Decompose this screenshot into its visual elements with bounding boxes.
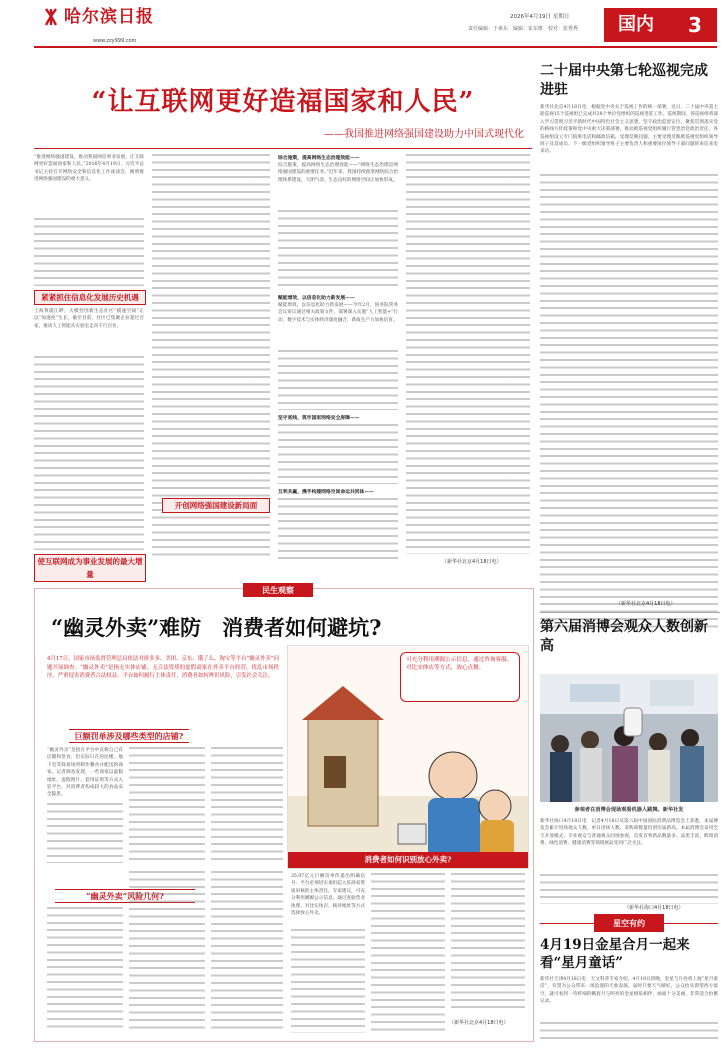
text-column-block <box>47 803 123 863</box>
text-column-block <box>211 747 283 863</box>
text-column-block <box>278 210 398 288</box>
comic-speech-text: 可充分利用溯源公示信息，通过咨询客服、对比实体店等方式，放心点餐。 <box>406 657 513 671</box>
main-paragraph: 综合施策，提高网络生态治理效能——“网络生态治理是网络强国建设的重要任务。”近年来，我国持续推进网络综合治理体系建设，天朗气清、生态良好的网络空间正加快形成。 <box>278 163 398 183</box>
right-headline: 第六届消博会观众人数创新高 <box>540 619 708 654</box>
text-column-block <box>34 218 144 286</box>
right-paragraph: 新华社海口4月18日电 记者4月18日从第六届中国国际消费品博览会上获悉，本届博览会累计进场观众人数、单日进场人数、采购商数量均创历届新高。本届消博会采用全天开放模式，专业观众与普通观众同场参观，首发首秀新品数量多、品类丰富，跨境消费、绿色消费、健康消费等领域展品受到广泛关注。 <box>540 819 718 847</box>
text-column-block <box>540 874 718 904</box>
masthead <box>0 0 725 50</box>
site-url[interactable]: www.zzy999.com <box>93 38 137 44</box>
headline-rule <box>34 148 532 149</box>
newspaper-logo-icon <box>42 7 60 27</box>
expo-photo <box>540 674 718 802</box>
section-label-box <box>540 914 718 932</box>
feature-headline: “幽灵外卖”难防 消费者如何避坑? <box>51 615 382 640</box>
main-article <box>34 62 532 579</box>
star-section-label: 星空有约 <box>594 914 664 932</box>
text-column-block <box>47 907 123 1033</box>
article-credit: （新华社北京4月18日电） <box>442 559 502 565</box>
text-column-block <box>451 873 525 1013</box>
masthead-rule <box>34 46 717 48</box>
inline-heading: 互利共赢，携手构建网络空间命运共同体—— <box>278 489 374 495</box>
section-banner <box>604 8 717 42</box>
comic-caption: 消费者如何识别放心外卖? <box>288 852 528 868</box>
main-lead-paragraph: “推进网络强国建设，推动我国网信事业发展，让互联网更好造福国家和人民。”2016年4月19日，习近平总书记主持召开网络安全和信息化工作座谈会，阐明推进网络强国建设的重大意义。 <box>34 155 144 183</box>
text-column-block <box>291 929 365 1033</box>
page-number: 3 <box>688 13 702 37</box>
right-paragraph: 新华社天津4月18日电 天文科普专家介绍，4月19日傍晚，金星与月亮将上演“星月童话”，有望为公众带来一场浪漫的天象表演。届时只要天气晴好，公众抬头仰望西方低空，就可看到一弯纤细的蛾眉月与明亮的金星相依相伴，画面十分美丽，非常适合拍摄记录。 <box>540 977 718 1005</box>
section-subheading: 紧紧抓住信息化发展历史机遇 <box>34 290 146 305</box>
inline-heading: 综合施策，提高网络生态治理效能—— <box>278 155 360 161</box>
section-name: 国内 <box>618 14 654 35</box>
photo-caption: 参观者在消博会现场观看机器人跳舞。新华社发 <box>574 807 684 813</box>
inline-heading: 赋能增效，以信息化助力新发展—— <box>278 295 355 301</box>
crowd-photo-icon <box>540 674 718 802</box>
right-column <box>540 52 720 1048</box>
page-editors: 责任编辑：于素东 编辑：崔东维 校对：张秀秀 <box>468 26 579 32</box>
feature-article <box>34 585 534 1042</box>
text-column-block <box>540 174 718 632</box>
section-subheading: 开创网络强国建设新局面 <box>162 498 270 513</box>
article-credit: （新华社北京4月18日电） <box>616 601 676 607</box>
main-paragraph: 上海黄浦江畔，大模型创新生态社区“模速空间”正以“加速度”生长。截至目前，社区已集聚企业超过百家，推动人工智能从实验室走向千行百业。 <box>34 309 144 329</box>
feature-paragraph: “幽灵外卖”是指在平台中宣称自己有店铺和堂食，但实际只在居民楼、地下室等简易场所制作餐食并配送的商家。记者调查发现，一些商家以虚假地址、虚假图片、套用证照等方式入驻平台，对消费者构成较大的食品安全隐患。 <box>47 748 123 798</box>
section-subheading: 使互联网成为事业发展的最大增量 <box>34 554 146 582</box>
text-column-block <box>129 747 205 863</box>
text-column-block <box>278 350 398 410</box>
text-column-block <box>278 424 398 484</box>
right-headline: 二十届中央第七轮巡视完成进驻 <box>540 63 708 98</box>
divider <box>540 612 720 613</box>
right-lead-paragraph: 新华社北京4月18日电 根据党中央关于巡视工作的统一部署，近日，二十届中央第七轮巡视15个巡视组已完成对38个单位党组织的巡视进驻工作。巡视期间，各巡视组将深入学习贯彻习近平新时代中国特色社会主义思想，坚守政治监督定位，聚焦贯彻落实党的路线方针政策和党中央重大决策部署，推动被巡视党组织履行管党治党政治责任。各巡视组设立专门值班电话和邮政信箱，受理反映问题，主要受理反映被巡视党组织领导班子及其成员、下一级党组织领导班子主要负责人和重要岗位领导干部问题的来信来电来访。 <box>540 105 718 155</box>
text-column-block <box>129 871 205 1033</box>
newspaper-logo: 哈尔滨日报 <box>64 7 154 27</box>
text-column-block <box>278 498 398 560</box>
text-column-block <box>371 873 445 1033</box>
comic-illustration <box>287 645 529 869</box>
feature-credit: （新华社北京4月18日电） <box>449 1020 509 1026</box>
main-headline: “让互联网更好造福国家和人民” <box>91 87 475 117</box>
text-column-block <box>34 356 144 550</box>
text-column-block <box>540 1022 718 1044</box>
issue-date: 2026年4月19日 星期日 <box>510 14 570 20</box>
right-headline: 4月19日金星合月一起来看“星月童话” <box>540 937 690 971</box>
article-credit: （新华社海口4月18日电） <box>624 905 684 911</box>
section-subheading: “幽灵外卖”风险几何? <box>55 889 195 903</box>
feature-paragraph: 35.97亿元巨额罚单传递出明确信号：平台必须切实承担起入驻商家资质审核的主体责任。专家建议，可充分利用溯源公示信息，通过查验营业执照、对比实体店、核对地址等方式选择放心外卖。 <box>291 874 365 917</box>
main-paragraph: 赋能增效，以信息化助力新发展——今年2月，国务院常务会议审议通过相关政策文件，部署深入实施“人工智能+”行动，数字技术与实体经济深度融合，新质生产力加快培育。 <box>278 303 398 323</box>
feature-lead: 4月17日，国家市场监督管理总局依法对拼多多、美团、京东、饿了么、淘宝等平台“幽灵外卖”问题开展调查。“幽灵外卖”是指无实体店铺、无合法资质的虚假商家在外卖平台经营，扰乱市场秩序，严重侵害消费者合法权益。平台如何履行主体责任，消费者如何辨识风险，引发社会关注。 <box>47 656 279 680</box>
text-column-block <box>211 871 283 1033</box>
section-subheading: 巨额罚单涉及哪些类型的店铺? <box>69 729 189 743</box>
main-subheadline: ——我国推进网络强国建设助力中国式现代化 <box>324 129 524 140</box>
feature-label: 民生观察 <box>243 583 313 597</box>
text-column-block <box>406 154 530 554</box>
inline-heading: 坚守底线，筑牢国家网络安全屏障—— <box>278 415 360 421</box>
